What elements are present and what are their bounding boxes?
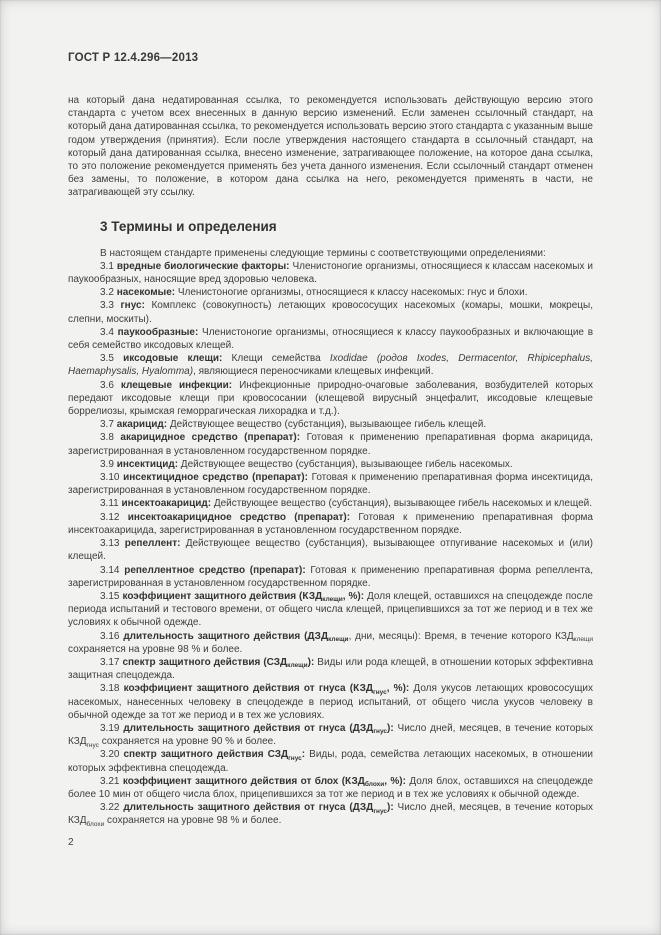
paragraph: 3.5 иксодовые клещи: Клещи семейства Ixodidae (родов Ixodes, Dermacentor, Rhipicephalus, Haemaphysalis, Hyalomma), являющиеся переносчиками клещевых инфекций. [68,353,594,378]
paragraph: 3.21 коэффициент защитного действия от блох ($КЗД_{блохи}$, %): Доля блох, оставшихся на спецодежде более 10 мин от общего числа блох, прицепившихся за тот же период и в тех же условиях к обычной одежде. [68,775,594,800]
section-title: 3 Термины и определения [100,218,277,234]
paragraph: 3.6 клещевые инфекции: Инфекционные природно-очаговые заболевания, возбудителей которых передают иксодовые клещи при кровососании (клещевой вирусный энцефалит, иксодовые клещевые боррелиозы, крымская геморрагическая лихорадка и т.д.). [68,379,593,418]
paragraph: 3.22 длительность защитного действия от гнуса $(ДЗД_{гнус})$: Число дней, месяцев, в течение которых $КЗД_{блохи}$ сохраняется на уровне 98 % и более. [68,802,594,828]
paragraph: 3.17 спектр защитного действия $(СЗД_{клещи})$: Виды или рода клещей, в отношении которых эффективна защитная спецодежда. [68,656,593,682]
paragraph: 3.8 акарицидное средство (препарат): Готовая к применению препаративная форма акарицида, зарегистрированная в установленном государственном порядке. [68,432,593,457]
paragraph: 3.13 репеллент: Действующее вещество (субстанция), вызывающее отпугивание насекомых и (или) клещей. [68,538,593,563]
paragraph: 3.9 инсектицид: Действующее вещество (субстанция), вызывающее гибель насекомых. [100,458,513,470]
paragraph: 3.4 паукообразные: Членистоногие организмы, относящиеся к классу паукообразных и включающие в себя семейство иксодовых клещей. [68,326,594,352]
paragraph: 3.15 коэффициент защитного действия ($КЗД_{клещи}$, %): Доля клещей, оставшихся на спецодежде после периода испытаний и тестового времени, от общего числа клещей, прицепившихся за тот же период и в тех же условиях к обычной одежде. [68,590,593,629]
doc-header: ГОСТ Р 12.4.296—2013 [68,52,199,64]
terms-and-definitions-list [68,247,593,828]
continuation-paragraph [68,94,593,200]
paragraph: 3.3 гнус: Комплекс (совокупность) летающих кровососущих насекомых (комары, мошки, мокрецы, слепни, москиты). [68,300,593,325]
paragraph: 3.7 акарицид: Действующее вещество (субстанция), вызывающее гибель клещей. [100,419,487,431]
paragraph: 3.20 спектр защитного действия $СЗД_{гнус}$: Виды, рода, семейства летающих насекомых, в отношении которых эффективна спецодежда. [68,749,593,774]
paragraph: В настоящем стандарте применены следующие термины с соответствующими определениями: [100,247,546,259]
paragraph: 3.11 инсектоакарицид: Действующее вещество (субстанция), вызывающее гибель насекомых и клещей. [100,498,592,510]
paragraph: 3.1 вредные биологические факторы: Членистоногие организмы, относящиеся к классам насекомых и паукообразных, наносящие вред здоровью человека. [68,260,593,286]
paragraph: 3.19 длительность защитного действия от гнуса $(ДЗД_{гнус})$: Число дней, месяцев, в течение которых $КЗД_{гнус}$ сохраняется на уровне 90 % и более. [68,722,594,749]
paragraph: на который дана недатированная ссылка, то рекомендуется использовать действующую версию этого стандарта с учетом всех внесенных в данную версию изменений. Если заменен ссылочный стандарт, на который дана датированная ссылка, то рекомендуется использовать версию этого стандарта с указанным выше годом утверждения (принятия). Если после утверждения настоящего стандарта в ссылочный стандарт, на который дана датированная ссылка, внесено изменение, затрагивающее положение, на которое дана ссылка, то это положение рекомендуется применять без учета данного изменения. Если ссылочный стандарт отменен без замены, то положение, в котором дана ссылка на него, рекомендуется применять в части, не затрагивающей эту ссылку. [68,95,593,199]
paragraph: 3.12 инсектоакарицидное средство (препарат): Готовая к применению препаративная форма инсектоакарицида, зарегистрированная в установленном государственном порядке. [68,511,593,536]
paragraph: 3.10 инсектицидное средство (препарат): Готовая к применению препаративная форма инсектицида, зарегистрированная в установленном государственном порядке. [68,472,594,497]
page-number: 2 [68,836,74,848]
paragraph: 3.2 насекомые: Членистоногие организмы, относящиеся к классу насекомых: гнус и блохи. [100,287,528,299]
paragraph: 3.14 репеллентное средство (препарат): Готовая к применению препаративная форма репеллента, зарегистрированная в установленном государственном порядке. [68,564,594,589]
paragraph: 3.16 длительность защитного действия ($ДЗД_{клещи}$, дни, месяцы): Время, в течение которого $КЗД_{клещи}$ сохраняется на уровне 98 % и более. [68,630,593,655]
paragraph: 3.18 коэффициент защитного действия от гнуса ($КЗД_{гнус}$, %): Доля укусов летающих кровососущих насекомых, нанесенных человеку в спецодежде в период испытаний, от общего числа укусов человеку в обычной одежде за тот же период и в тех же условиях. [68,683,594,721]
